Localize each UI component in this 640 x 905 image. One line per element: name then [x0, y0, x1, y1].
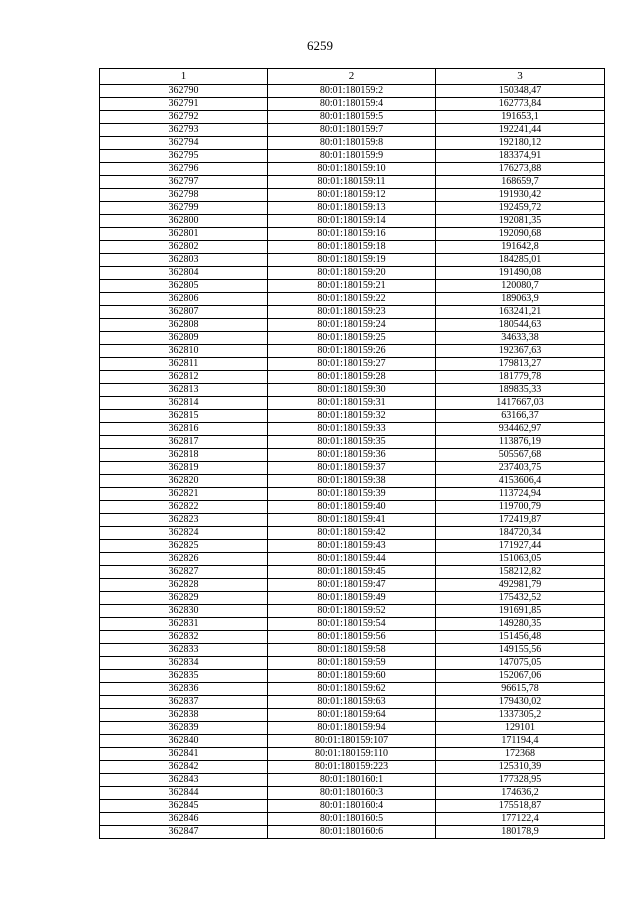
row-number-cell: 362798: [100, 189, 268, 202]
value-cell: 191642,8: [436, 241, 605, 254]
row-number-cell: 362845: [100, 800, 268, 813]
cadastral-number-cell: 80:01:180159:20: [268, 267, 436, 280]
cadastral-number-cell: 80:01:180159:59: [268, 657, 436, 670]
cadastral-number-cell: 80:01:180159:21: [268, 280, 436, 293]
row-number-cell: 362814: [100, 397, 268, 410]
row-number-cell: 362794: [100, 137, 268, 150]
table-row: [100, 722, 605, 735]
cadastral-number-cell: 80:01:180159:41: [268, 514, 436, 527]
row-number-cell: 362791: [100, 98, 268, 111]
value-cell: 177328,95: [436, 774, 605, 787]
table-row: [100, 488, 605, 501]
table-row: [100, 410, 605, 423]
table-header: [100, 69, 605, 85]
table-row: [100, 111, 605, 124]
row-number-cell: 362843: [100, 774, 268, 787]
row-number-cell: 362803: [100, 254, 268, 267]
value-cell: 934462,97: [436, 423, 605, 436]
value-cell: 151063,05: [436, 553, 605, 566]
row-number-cell: 362824: [100, 527, 268, 540]
cadastral-number-cell: 80:01:180159:30: [268, 384, 436, 397]
row-number-cell: 362810: [100, 345, 268, 358]
table-row: [100, 501, 605, 514]
table-row: [100, 124, 605, 137]
cadastral-number-cell: 80:01:180159:60: [268, 670, 436, 683]
cadastral-number-cell: 80:01:180159:94: [268, 722, 436, 735]
table-row: [100, 397, 605, 410]
table-row: [100, 228, 605, 241]
value-cell: 237403,75: [436, 462, 605, 475]
table-row: [100, 631, 605, 644]
row-number-cell: 362802: [100, 241, 268, 254]
row-number-cell: 362809: [100, 332, 268, 345]
row-number-cell: 362836: [100, 683, 268, 696]
value-cell: 175432,52: [436, 592, 605, 605]
value-cell: 168659,7: [436, 176, 605, 189]
row-number-cell: 362826: [100, 553, 268, 566]
value-cell: 1337305,2: [436, 709, 605, 722]
cadastral-number-cell: 80:01:180159:9: [268, 150, 436, 163]
table-row: [100, 332, 605, 345]
cadastral-number-cell: 80:01:180159:45: [268, 566, 436, 579]
table-row: [100, 293, 605, 306]
cadastral-number-cell: 80:01:180159:12: [268, 189, 436, 202]
table-row: [100, 683, 605, 696]
value-cell: 151456,48: [436, 631, 605, 644]
cadastral-number-cell: 80:01:180160:6: [268, 826, 436, 839]
table-row: [100, 189, 605, 202]
value-cell: 34633,38: [436, 332, 605, 345]
value-cell: 113876,19: [436, 436, 605, 449]
row-number-cell: 362829: [100, 592, 268, 605]
cadastral-number-cell: 80:01:180159:47: [268, 579, 436, 592]
table-row: [100, 254, 605, 267]
cadastral-number-cell: 80:01:180159:63: [268, 696, 436, 709]
cadastral-number-cell: 80:01:180159:26: [268, 345, 436, 358]
value-cell: 149155,56: [436, 644, 605, 657]
value-cell: 149280,35: [436, 618, 605, 631]
cadastral-number-cell: 80:01:180160:3: [268, 787, 436, 800]
table-row: [100, 761, 605, 774]
table-row: [100, 358, 605, 371]
cadastral-number-cell: 80:01:180159:10: [268, 163, 436, 176]
cadastral-number-cell: 80:01:180159:7: [268, 124, 436, 137]
row-number-cell: 362800: [100, 215, 268, 228]
cadastral-number-cell: 80:01:180159:54: [268, 618, 436, 631]
value-cell: 184720,34: [436, 527, 605, 540]
row-number-cell: 362822: [100, 501, 268, 514]
row-number-cell: 362796: [100, 163, 268, 176]
row-number-cell: 362808: [100, 319, 268, 332]
cadastral-number-cell: 80:01:180159:16: [268, 228, 436, 241]
table-row: [100, 384, 605, 397]
value-cell: 175518,87: [436, 800, 605, 813]
row-number-cell: 362805: [100, 280, 268, 293]
table-row: [100, 436, 605, 449]
value-cell: 171927,44: [436, 540, 605, 553]
cadastral-number-cell: 80:01:180160:1: [268, 774, 436, 787]
row-number-cell: 362825: [100, 540, 268, 553]
row-number-cell: 362841: [100, 748, 268, 761]
table-row: [100, 709, 605, 722]
value-cell: 113724,94: [436, 488, 605, 501]
value-cell: 191490,08: [436, 267, 605, 280]
cadastral-number-cell: 80:01:180159:42: [268, 527, 436, 540]
cadastral-number-cell: 80:01:180159:107: [268, 735, 436, 748]
row-number-cell: 362797: [100, 176, 268, 189]
cadastral-number-cell: 80:01:180159:24: [268, 319, 436, 332]
row-number-cell: 362827: [100, 566, 268, 579]
row-number-cell: 362799: [100, 202, 268, 215]
value-cell: 505567,68: [436, 449, 605, 462]
value-cell: 191653,1: [436, 111, 605, 124]
table-row: [100, 813, 605, 826]
table-row: [100, 735, 605, 748]
column-header-1: 1: [100, 69, 268, 85]
row-number-cell: 362844: [100, 787, 268, 800]
value-cell: 192367,63: [436, 345, 605, 358]
table-row: [100, 527, 605, 540]
row-number-cell: 362838: [100, 709, 268, 722]
row-number-cell: 362813: [100, 384, 268, 397]
value-cell: 129101: [436, 722, 605, 735]
table-row: [100, 579, 605, 592]
row-number-cell: 362840: [100, 735, 268, 748]
cadastral-number-cell: 80:01:180159:19: [268, 254, 436, 267]
cadastral-number-cell: 80:01:180159:13: [268, 202, 436, 215]
value-cell: 192081,35: [436, 215, 605, 228]
cadastral-number-cell: 80:01:180159:223: [268, 761, 436, 774]
table-row: [100, 696, 605, 709]
table-row: [100, 449, 605, 462]
cadastral-number-cell: 80:01:180159:31: [268, 397, 436, 410]
cadastral-number-cell: 80:01:180159:43: [268, 540, 436, 553]
cadastral-number-cell: 80:01:180159:110: [268, 748, 436, 761]
value-cell: 191930,42: [436, 189, 605, 202]
table-row: [100, 670, 605, 683]
table-row: [100, 176, 605, 189]
table-row: [100, 514, 605, 527]
page-number: 6259: [307, 38, 333, 53]
value-cell: 192180,12: [436, 137, 605, 150]
cadastral-number-cell: 80:01:180159:14: [268, 215, 436, 228]
value-cell: 96615,78: [436, 683, 605, 696]
table-row: [100, 371, 605, 384]
cadastral-number-cell: 80:01:180159:25: [268, 332, 436, 345]
table-row: [100, 85, 605, 98]
table-row: [100, 826, 605, 839]
cadastral-number-cell: 80:01:180159:32: [268, 410, 436, 423]
row-number-cell: 362795: [100, 150, 268, 163]
cadastral-number-cell: 80:01:180160:5: [268, 813, 436, 826]
cadastral-number-cell: 80:01:180159:2: [268, 85, 436, 98]
value-cell: 120080,7: [436, 280, 605, 293]
table-row: [100, 748, 605, 761]
value-cell: 180178,9: [436, 826, 605, 839]
row-number-cell: 362828: [100, 579, 268, 592]
row-number-cell: 362819: [100, 462, 268, 475]
table-row: [100, 605, 605, 618]
value-cell: 63166,37: [436, 410, 605, 423]
row-number-cell: 362842: [100, 761, 268, 774]
row-number-cell: 362818: [100, 449, 268, 462]
table-row: [100, 150, 605, 163]
row-number-cell: 362823: [100, 514, 268, 527]
cadastral-number-cell: 80:01:180159:5: [268, 111, 436, 124]
table-body: [100, 85, 605, 839]
cadastral-number-cell: 80:01:180159:33: [268, 423, 436, 436]
value-cell: 163241,21: [436, 306, 605, 319]
row-number-cell: 362835: [100, 670, 268, 683]
table-row: [100, 592, 605, 605]
value-cell: 179430,02: [436, 696, 605, 709]
table-row: [100, 280, 605, 293]
column-header-3: 3: [436, 69, 605, 85]
value-cell: 179813,27: [436, 358, 605, 371]
data-table: [99, 68, 605, 839]
table-row: [100, 241, 605, 254]
table-row: [100, 774, 605, 787]
row-number-cell: 362790: [100, 85, 268, 98]
row-number-cell: 362806: [100, 293, 268, 306]
value-cell: 191691,85: [436, 605, 605, 618]
row-number-cell: 362816: [100, 423, 268, 436]
cadastral-number-cell: 80:01:180159:38: [268, 475, 436, 488]
table-row: [100, 553, 605, 566]
cadastral-number-cell: 80:01:180160:4: [268, 800, 436, 813]
value-cell: 171194,4: [436, 735, 605, 748]
row-number-cell: 362846: [100, 813, 268, 826]
value-cell: 172368: [436, 748, 605, 761]
table-row: [100, 657, 605, 670]
table-row: [100, 345, 605, 358]
row-number-cell: 362832: [100, 631, 268, 644]
cadastral-number-cell: 80:01:180159:52: [268, 605, 436, 618]
value-cell: 150348,47: [436, 85, 605, 98]
value-cell: 172419,87: [436, 514, 605, 527]
cadastral-number-cell: 80:01:180159:49: [268, 592, 436, 605]
value-cell: 125310,39: [436, 761, 605, 774]
row-number-cell: 362815: [100, 410, 268, 423]
value-cell: 176273,88: [436, 163, 605, 176]
value-cell: 181779,78: [436, 371, 605, 384]
table-row: [100, 800, 605, 813]
table-row: [100, 98, 605, 111]
row-number-cell: 362837: [100, 696, 268, 709]
value-cell: 180544,63: [436, 319, 605, 332]
row-number-cell: 362847: [100, 826, 268, 839]
row-number-cell: 362792: [100, 111, 268, 124]
table-row: [100, 540, 605, 553]
table-row: [100, 137, 605, 150]
value-cell: 492981,79: [436, 579, 605, 592]
table-row: [100, 423, 605, 436]
cadastral-number-cell: 80:01:180159:8: [268, 137, 436, 150]
value-cell: 184285,01: [436, 254, 605, 267]
cadastral-number-cell: 80:01:180159:35: [268, 436, 436, 449]
value-cell: 189835,33: [436, 384, 605, 397]
table-row: [100, 215, 605, 228]
cadastral-number-cell: 80:01:180159:62: [268, 683, 436, 696]
row-number-cell: 362820: [100, 475, 268, 488]
row-number-cell: 362830: [100, 605, 268, 618]
table-row: [100, 462, 605, 475]
value-cell: 162773,84: [436, 98, 605, 111]
table-row: [100, 202, 605, 215]
value-cell: 189063,9: [436, 293, 605, 306]
cadastral-number-cell: 80:01:180159:56: [268, 631, 436, 644]
table-row: [100, 618, 605, 631]
value-cell: 174636,2: [436, 787, 605, 800]
table-row: [100, 319, 605, 332]
cadastral-number-cell: 80:01:180159:27: [268, 358, 436, 371]
row-number-cell: 362833: [100, 644, 268, 657]
row-number-cell: 362821: [100, 488, 268, 501]
row-number-cell: 362804: [100, 267, 268, 280]
value-cell: 177122,4: [436, 813, 605, 826]
value-cell: 192241,44: [436, 124, 605, 137]
row-number-cell: 362811: [100, 358, 268, 371]
row-number-cell: 362793: [100, 124, 268, 137]
header-row: [100, 69, 605, 85]
cadastral-number-cell: 80:01:180159:23: [268, 306, 436, 319]
row-number-cell: 362817: [100, 436, 268, 449]
row-number-cell: 362834: [100, 657, 268, 670]
value-cell: 4153606,4: [436, 475, 605, 488]
row-number-cell: 362839: [100, 722, 268, 735]
value-cell: 158212,82: [436, 566, 605, 579]
table-row: [100, 267, 605, 280]
value-cell: 183374,91: [436, 150, 605, 163]
row-number-cell: 362807: [100, 306, 268, 319]
cadastral-number-cell: 80:01:180159:37: [268, 462, 436, 475]
value-cell: 147075,05: [436, 657, 605, 670]
cadastral-number-cell: 80:01:180159:18: [268, 241, 436, 254]
cadastral-number-cell: 80:01:180159:11: [268, 176, 436, 189]
value-cell: 192090,68: [436, 228, 605, 241]
cadastral-number-cell: 80:01:180159:36: [268, 449, 436, 462]
cadastral-number-cell: 80:01:180159:4: [268, 98, 436, 111]
cadastral-number-cell: 80:01:180159:22: [268, 293, 436, 306]
table-row: [100, 787, 605, 800]
table-row: [100, 566, 605, 579]
value-cell: 192459,72: [436, 202, 605, 215]
table-row: [100, 306, 605, 319]
row-number-cell: 362801: [100, 228, 268, 241]
cadastral-number-cell: 80:01:180159:44: [268, 553, 436, 566]
column-header-2: 2: [268, 69, 436, 85]
table-row: [100, 644, 605, 657]
value-cell: 1417667,03: [436, 397, 605, 410]
cadastral-number-cell: 80:01:180159:64: [268, 709, 436, 722]
cadastral-number-cell: 80:01:180159:40: [268, 501, 436, 514]
value-cell: 119700,79: [436, 501, 605, 514]
table-row: [100, 163, 605, 176]
cadastral-number-cell: 80:01:180159:39: [268, 488, 436, 501]
value-cell: 152067,06: [436, 670, 605, 683]
row-number-cell: 362812: [100, 371, 268, 384]
cadastral-number-cell: 80:01:180159:28: [268, 371, 436, 384]
row-number-cell: 362831: [100, 618, 268, 631]
cadastral-number-cell: 80:01:180159:58: [268, 644, 436, 657]
table-row: [100, 475, 605, 488]
